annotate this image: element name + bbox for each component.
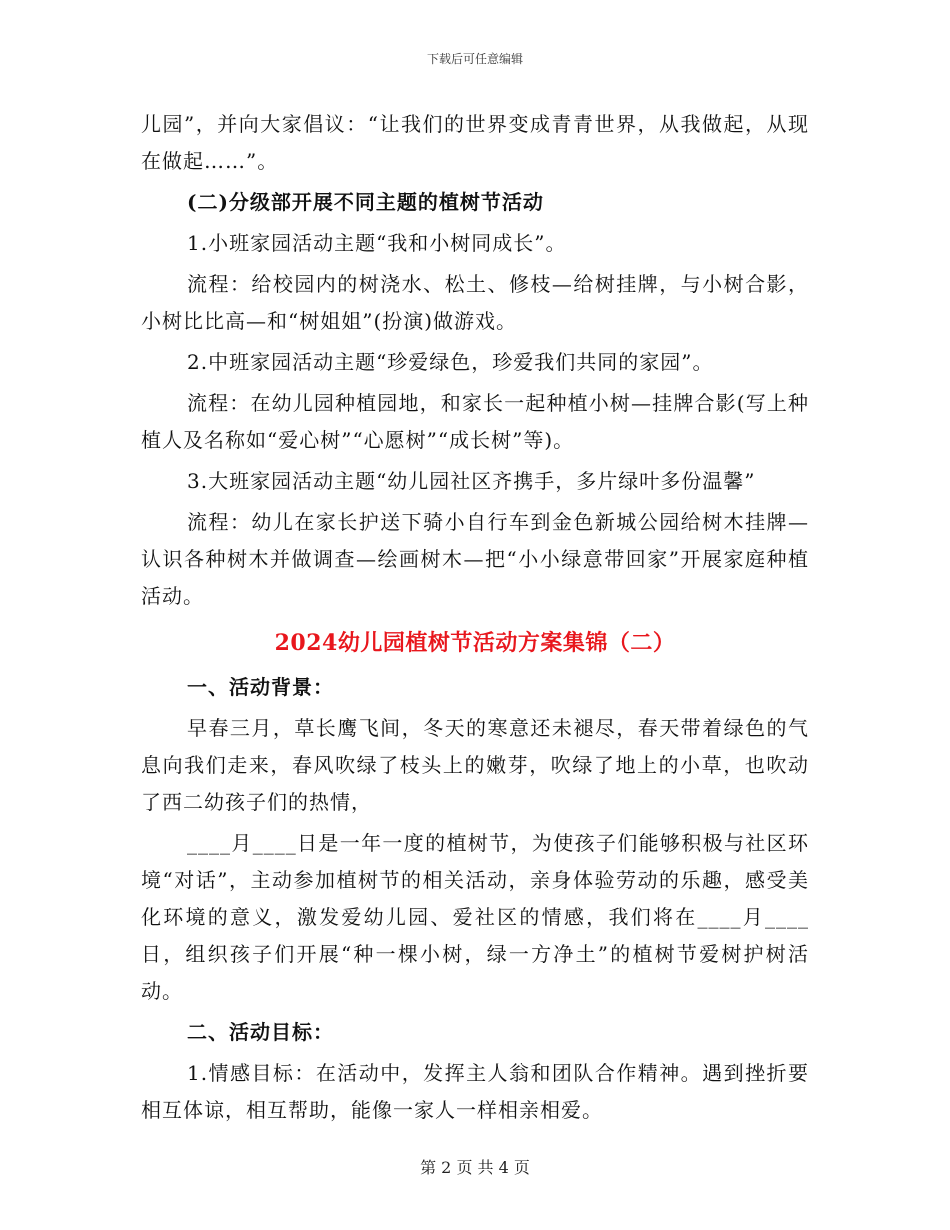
heading-goals: 二、活动目标： — [187, 1020, 334, 1044]
paragraph-large-class-theme: 3.大班家园活动主题“幼儿园社区齐携手，多片绿叶多份温馨” — [187, 469, 756, 493]
section-title: 2024幼儿园植树节活动方案集锦（二） — [274, 630, 676, 656]
paragraph-background-arbor-day: ____月____日是一年一度的植树节，为使孩子们能够积极与社区环境“对话”，主动参加植树节的相关活动，亲身体验劳动的乐趣，感受美化环境的意义，激发爱幼儿园、爱社区的情感，我们将在____月____日，组织孩子们开展“种一棵小树，绿一方净土”的植树节爱树护树活动。 — [141, 831, 809, 1003]
paragraph-small-class-process: 流程：给校园内的树浇水、松土、修枝—给树挂牌，与小树合影，小树比比高—和“树姐姐”(扮演)做游戏。 — [141, 272, 809, 333]
paragraph-goal-emotion: 1.情感目标：在活动中，发挥主人翁和团队合作精神。遇到挫折要相互体谅，相互帮助，能像一家人一样相亲相爱。 — [141, 1061, 809, 1122]
subheading-grade-activities: (二)分级部开展不同主题的植树节活动 — [187, 190, 544, 214]
page-footer: 第 2 页 共 4 页 — [420, 1158, 530, 1177]
paragraph-background-spring: 早春三月，草长鹰飞间，冬天的寒意还未褪尽，春天带着绿色的气息向我们走来，春风吹绿了枝头上的嫩芽，吹绿了地上的小草，也吹动了西二幼孩子们的热情， — [141, 716, 809, 814]
paragraph-middle-class-theme: 2.中班家园活动主题“珍爱绿色，珍爱我们共同的家园”。 — [187, 350, 714, 374]
paragraph-middle-class-process: 流程：在幼儿园种植园地，和家长一起种植小树—挂牌合影(写上种植人及名称如“爱心树”“心愿树”“成长树”等)。 — [141, 391, 809, 452]
page-header: 下载后可任意编辑 — [426, 52, 523, 66]
document-body — [141, 106, 809, 1129]
paragraph-small-class-theme: 1.小班家园活动主题“我和小树同成长”。 — [187, 231, 567, 255]
paragraph-large-class-process: 流程：幼儿在家长护送下骑小自行车到金色新城公园给树木挂牌—认识各种树木并做调查—绘画树木—把“小小绿意带回家”开展家庭种植活动。 — [141, 510, 809, 608]
paragraph-continuation: 儿园”，并向大家倡议：“让我们的世界变成青青世界，从我做起，从现在做起……”。 — [141, 112, 809, 173]
heading-background: 一、活动背景： — [187, 675, 334, 699]
